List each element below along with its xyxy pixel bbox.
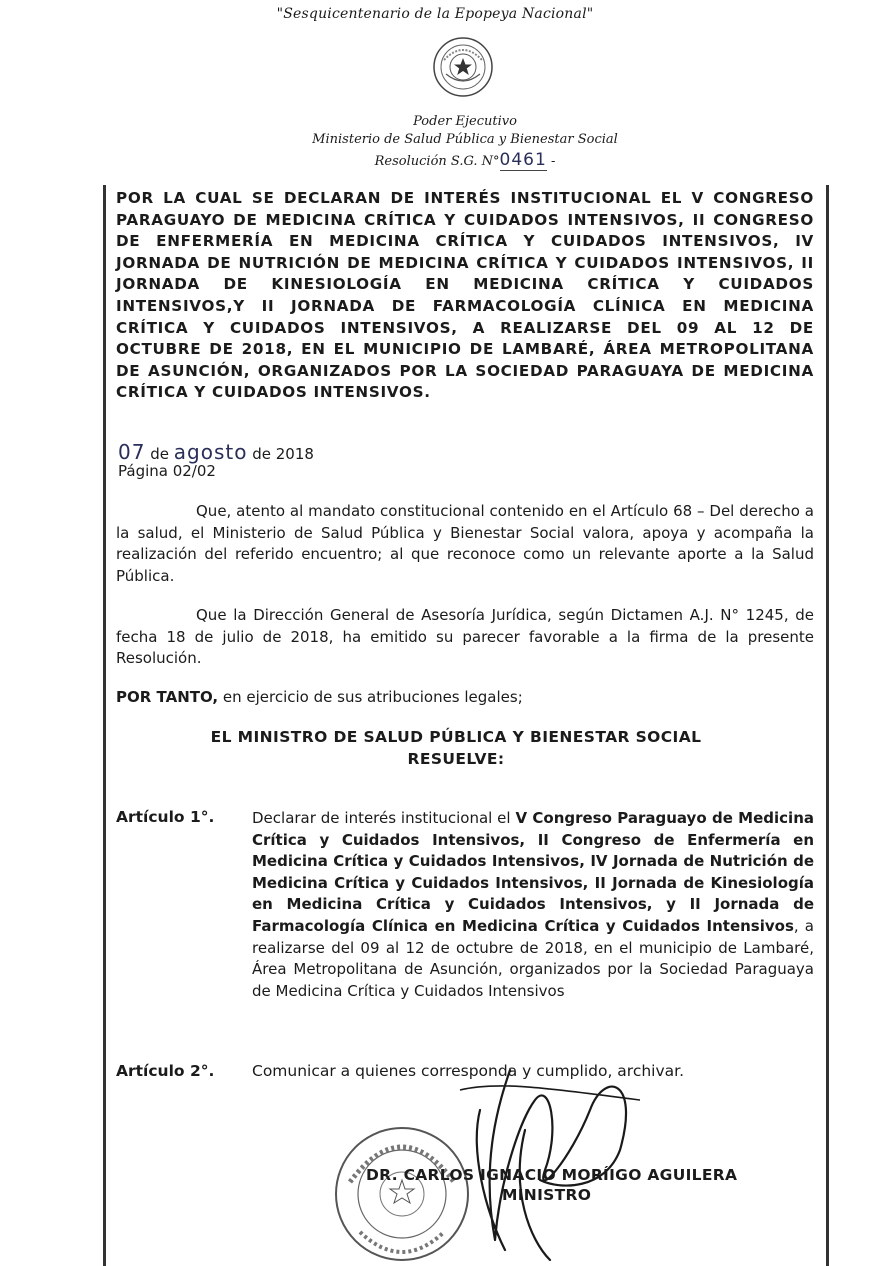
article-1-events: V Congreso Paraguayo de Medicina Crítica y Cuidados Intensivos, II Congreso de Enfermería en Medicina Crítica y Cuidados Intensivos, IV Jornada de Nutrición de Medicina Crítica y Cuidados Intensivos, II Jornada de Kinesiología en Medicina Crítica y Cuidados Intensivos, y II Jornada de Farmacología Clínica en Medicina Crítica y Cuidados Intensivos bbox=[252, 809, 814, 935]
right-margin-rule bbox=[826, 185, 829, 1266]
header-motto: "Sesquicentenario de la Epopeya Nacional" bbox=[276, 6, 594, 22]
resolution-number: 0461 bbox=[499, 150, 547, 170]
date-month: agosto bbox=[173, 440, 248, 464]
signatory-title: MINISTRO bbox=[502, 1186, 592, 1204]
article-2-label: Artículo 2°. bbox=[116, 1062, 215, 1080]
resolution-number-line: Resolución S.G. N°0461 - bbox=[374, 150, 556, 170]
article-1-intro: Declarar de interés institucional el bbox=[252, 809, 516, 827]
article-1-text bbox=[252, 808, 814, 1002]
national-seal-icon bbox=[432, 36, 494, 98]
date-year: de 2018 bbox=[252, 445, 314, 463]
resolution-prefix: Resolución S.G. N° bbox=[374, 154, 500, 169]
por-tanto-paragraph bbox=[116, 687, 814, 709]
por-tanto-label: POR TANTO, bbox=[116, 688, 219, 706]
signatory-name: DR. CARLOS IGNACIO MORÍIGO AGUILERA bbox=[366, 1166, 738, 1184]
date-de: de bbox=[150, 445, 169, 463]
office-name: Poder Ejecutivo bbox=[413, 114, 517, 129]
article-1-label: Artículo 1°. bbox=[116, 808, 215, 826]
por-tanto-text: en ejercicio de sus atribuciones legales; bbox=[218, 688, 523, 706]
signature-scribble bbox=[440, 1040, 670, 1266]
date-day: 07 bbox=[118, 440, 146, 464]
handwritten-date bbox=[118, 440, 314, 464]
considerando-paragraph-1: Que, atento al mandato constitucional contenido en el Artículo 68 – Del derecho a la salud, el Ministerio de Salud Pública y Bienestar Social valora, apoya y acompaña la realización del referido encuentro; al que reconoce como un relevante aporte a la Salud Pública. bbox=[116, 502, 814, 585]
page-number: Página 02/02 bbox=[118, 462, 216, 480]
ministry-name: Ministerio de Salud Pública y Bienestar Social bbox=[312, 132, 618, 147]
resolution-title: POR LA CUAL SE DECLARAN DE INTERÉS INSTITUCIONAL EL V CONGRESO PARAGUAYO DE MEDICINA CRÍTICA Y CUIDADOS INTENSIVOS, II CONGRESO DE ENFERMERÍA EN MEDICINA CRÍTICA Y CUIDADOS INTENSIVOS, IV JORNADA DE NUTRICIÓN DE MEDICINA CRÍTICA Y CUIDADOS INTENSIVOS, II JORNADA DE KINESIOLOGÍA EN MEDICINA CRÍTICA Y CUIDADOS INTENSIVOS,Y II JORNADA DE FARMACOLOGÍA CLÍNICA EN MEDICINA CRÍTICA Y CUIDADOS INTENSIVOS, A REALIZARSE DEL 09 AL 12 DE OCTUBRE DE 2018, EN EL MUNICIPIO DE LAMBARÉ, ÁREA METROPOLITANA DE ASUNCIÓN, ORGANIZADOS POR LA SOCIEDAD PARAGUAYA DE MEDICINA CRÍTICA Y CUIDADOS INTENSIVOS. bbox=[116, 189, 814, 402]
left-margin-rule bbox=[103, 185, 106, 1266]
resuelve-heading: RESUELVE: bbox=[407, 750, 505, 768]
considerando-paragraph-2: Que la Dirección General de Asesoría Jurídica, según Dictamen A.J. N° 1245, de fecha 18 de julio de 2018, ha emitido su parecer favorable a la firma de la presente Resolución. bbox=[116, 606, 814, 667]
article-1-details: , a realizarse del 09 al 12 de octubre de 2018, en el municipio de Lambaré, Área Metropolitana de Asunción, organizados por la Sociedad Paraguaya de Medicina Crítica y Cuidados Intensivos bbox=[252, 916, 814, 1000]
article-2-text: Comunicar a quienes corresponda y cumplido, archivar. bbox=[252, 1062, 685, 1080]
minister-heading: EL MINISTRO DE SALUD PÚBLICA Y BIENESTAR SOCIAL bbox=[210, 728, 702, 746]
